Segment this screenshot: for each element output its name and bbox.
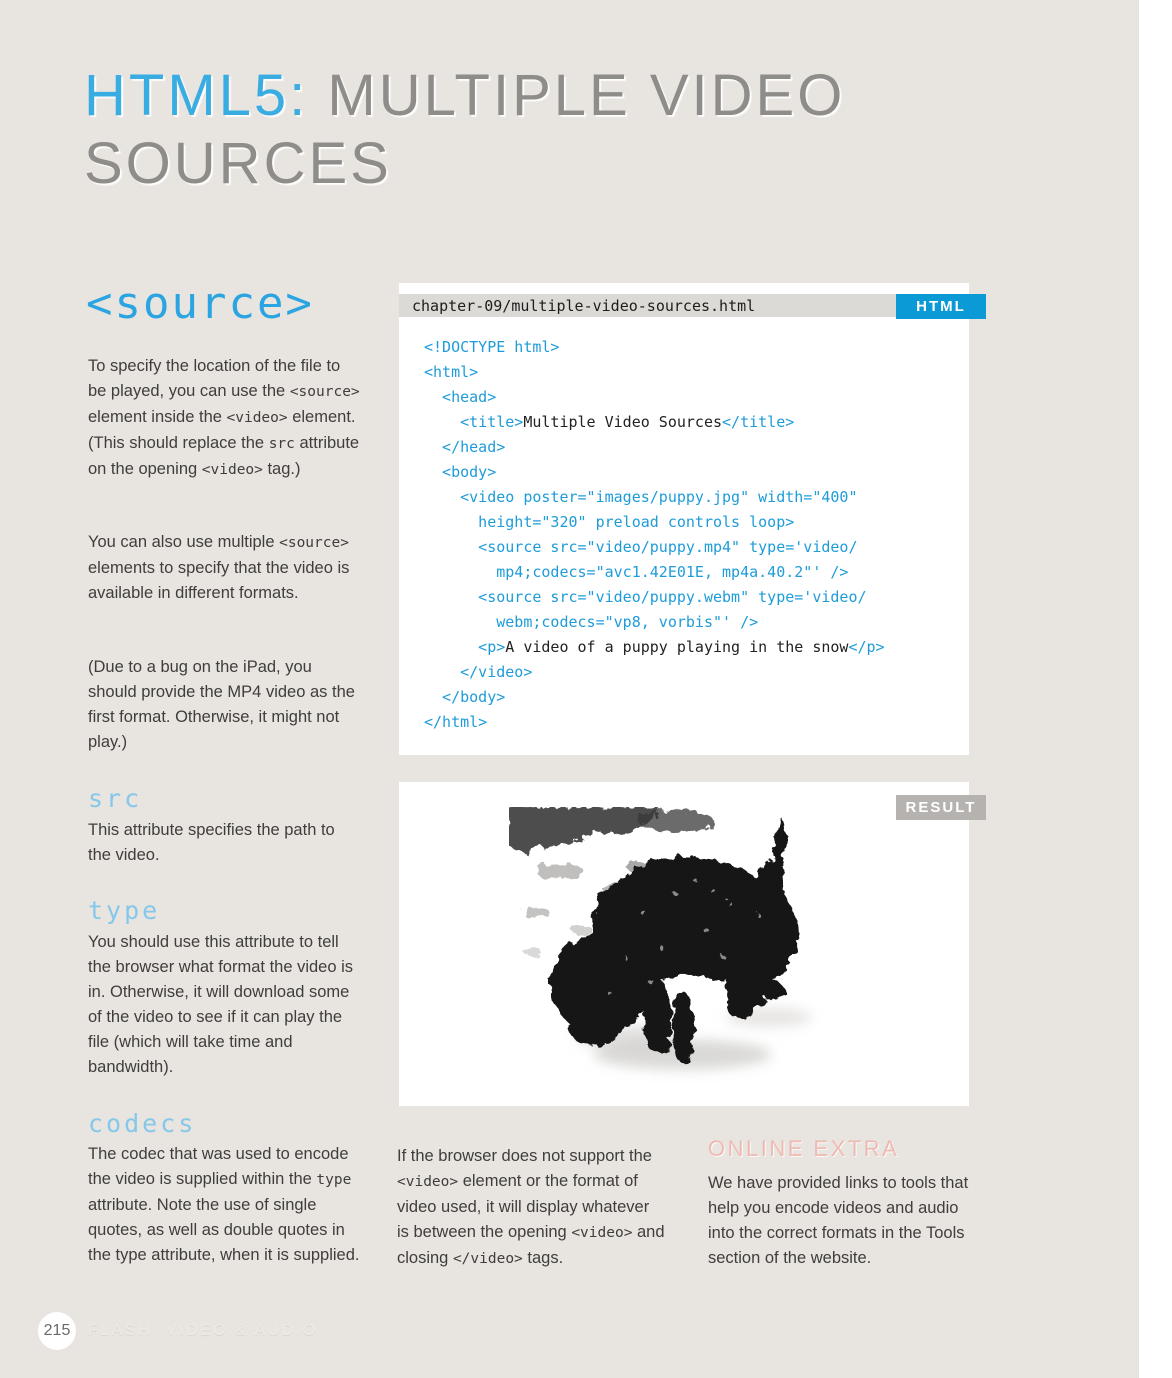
page-title-rest: MULTIPLE VIDEO SOURCES [84,63,846,196]
code-tag-text: </html> [424,713,488,731]
inline-code: <video> [226,410,288,426]
code-line [424,585,885,610]
inline-code: <source> [289,384,360,400]
code-line [424,560,885,585]
online-extra-block [708,1136,974,1271]
code-tag-text: </p> [848,638,885,656]
result-panel [399,782,977,1106]
code-filename: chapter-09/multiple-video-sources.html [412,296,756,315]
code-tag-text: webm;codecs="vp8, vorbis"' /> [424,613,759,631]
code-line [424,635,885,660]
result-badge: RESULT [896,795,986,820]
inline-code: src [268,436,295,452]
type-attribute-heading: type [88,896,161,925]
code-filename-bar [399,294,969,317]
code-line [424,460,885,485]
inline-code: </video> [452,1251,523,1267]
code-tag-text: <source src="video/puppy.mp4" type='video/ [424,538,858,556]
code-line [424,435,885,460]
code-line [424,685,885,710]
code-tag-text: <head> [424,388,497,406]
code-tag-text: </video> [424,663,533,681]
code-line [424,710,885,735]
code-line [424,485,885,510]
intro-paragraph-3: (Due to a bug on the iPad, you should provide the MP4 video as the first format. Otherwise, it might not play.) [88,658,355,751]
code-listing [424,335,885,735]
code-line [424,660,885,685]
code-line [424,385,885,410]
code-line [424,360,885,385]
code-line [424,510,885,535]
code-plain-text: Multiple Video Sources [523,413,723,431]
inline-code: type [316,1172,352,1188]
chapter-footer-title: FLASH, VIDEO & AUDIO [88,1322,318,1339]
code-tag-text: <p> [424,638,506,656]
intro-paragraph-2: You can also use multiple <source> elements to specify that the video is available in different formats. [88,533,350,602]
code-plain-text: A video of a puppy playing in the snow [505,638,849,656]
page-number-badge: 215 [38,1312,76,1350]
code-example-panel [399,283,969,755]
code-line [424,535,885,560]
puppy-video-poster-image [509,807,865,1092]
code-tag-text: <title> [424,413,524,431]
codecs-attribute-text: The codec that was used to encode the video is supplied within the type attribute. Note the use of single quotes, as well as double quotes in the type attribute, when it is supplied. [88,1145,360,1264]
code-line [424,335,885,360]
page-right-margin [1139,0,1172,1378]
code-tag-text: </head> [424,438,506,456]
page-title [84,62,1074,198]
code-tag-text: height="320" preload controls loop> [424,513,795,531]
code-tag-text: <html> [424,363,479,381]
codecs-attribute-heading: codecs [88,1109,197,1138]
code-tag-text: </title> [722,413,795,431]
code-tag-text: <body> [424,463,497,481]
code-line [424,410,885,435]
code-tag-text: </body> [424,688,506,706]
online-extra-text: We have provided links to tools that help you encode videos and audio into the correct formats in the Tools section of the website. [708,1174,969,1267]
inline-code: <source> [279,535,349,551]
code-tag-text: <!DOCTYPE html> [424,338,560,356]
inline-code: <video> [201,462,263,478]
inline-code: <video> [571,1225,633,1241]
fallback-content-text: If the browser does not support the <video> element or the format of video used, it will display whatever is between the opening <video> and closing </video> tags. [397,1147,665,1267]
src-attribute-heading: src [88,784,143,813]
online-extra-heading: ONLINE EXTRA [708,1136,900,1161]
type-attribute-text: You should use this attribute to tell the browser what format the video is in. Otherwise, it will download some of the video to see if it can play the file (which will take time and bandwidth). [88,933,354,1076]
code-tag-text: <video poster="images/puppy.jpg" width="400" [424,488,858,506]
inline-code: <video> [397,1174,459,1190]
html-badge: HTML [896,294,986,319]
source-element-heading: <source> [86,278,314,329]
code-tag-text: mp4;codecs="avc1.42E01E, mp4a.40.2"' /> [424,563,849,581]
code-tag-text: <source src="video/puppy.webm" type='video/ [424,588,867,606]
code-line [424,610,885,635]
src-attribute-text: This attribute specifies the path to the video. [88,821,335,864]
intro-paragraph-1: To specify the location of the file to be played, you can use the <source> element inside the <video> element. (This should replace the src attribute on the opening <video> tag.) [88,357,360,478]
page-title-accent: HTML5: [84,63,309,128]
